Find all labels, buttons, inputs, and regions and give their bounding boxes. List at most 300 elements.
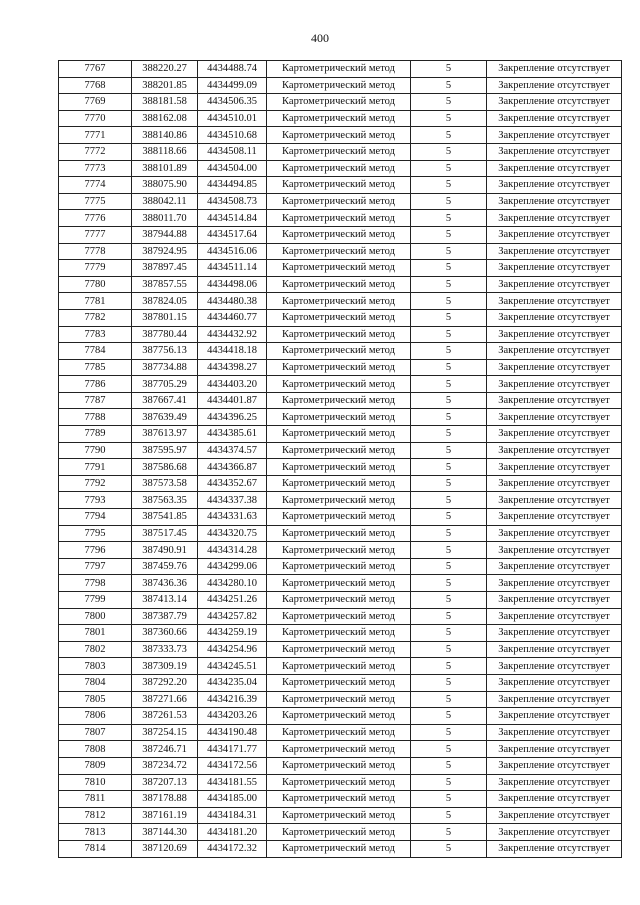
point-number-cell: 7797 <box>59 558 132 575</box>
fixation-cell: Закрепление отсутствует <box>487 791 622 808</box>
y-coordinate-cell: 4434181.55 <box>198 774 267 791</box>
point-number-cell: 7782 <box>59 309 132 326</box>
table-row <box>59 475 622 492</box>
table-row <box>59 791 622 808</box>
y-coordinate-cell: 4434506.35 <box>198 94 267 111</box>
table-row <box>59 840 622 857</box>
fixation-cell: Закрепление отсутствует <box>487 824 622 841</box>
x-coordinate-cell: 387387.79 <box>132 608 198 625</box>
accuracy-cell: 5 <box>411 442 487 459</box>
table-row <box>59 658 622 675</box>
y-coordinate-cell: 4434331.63 <box>198 509 267 526</box>
accuracy-cell: 5 <box>411 276 487 293</box>
accuracy-cell: 5 <box>411 558 487 575</box>
fixation-cell: Закрепление отсутствует <box>487 127 622 144</box>
accuracy-cell: 5 <box>411 757 487 774</box>
method-cell: Картометрический метод <box>267 94 411 111</box>
point-number-cell: 7772 <box>59 143 132 160</box>
point-number-cell: 7767 <box>59 61 132 78</box>
method-cell: Картометрический метод <box>267 625 411 642</box>
x-coordinate-cell: 387333.73 <box>132 641 198 658</box>
table-row <box>59 309 622 326</box>
fixation-cell: Закрепление отсутствует <box>487 160 622 177</box>
table-row <box>59 77 622 94</box>
x-coordinate-cell: 388118.66 <box>132 143 198 160</box>
method-cell: Картометрический метод <box>267 475 411 492</box>
fixation-cell: Закрепление отсутствует <box>487 409 622 426</box>
y-coordinate-cell: 4434352.67 <box>198 475 267 492</box>
point-number-cell: 7809 <box>59 757 132 774</box>
fixation-cell: Закрепление отсутствует <box>487 525 622 542</box>
accuracy-cell: 5 <box>411 459 487 476</box>
fixation-cell: Закрепление отсутствует <box>487 608 622 625</box>
fixation-cell: Закрепление отсутствует <box>487 193 622 210</box>
fixation-cell: Закрепление отсутствует <box>487 143 622 160</box>
table-row <box>59 558 622 575</box>
x-coordinate-cell: 387573.58 <box>132 475 198 492</box>
accuracy-cell: 5 <box>411 343 487 360</box>
y-coordinate-cell: 4434171.77 <box>198 741 267 758</box>
point-number-cell: 7768 <box>59 77 132 94</box>
y-coordinate-cell: 4434510.68 <box>198 127 267 144</box>
point-number-cell: 7776 <box>59 210 132 227</box>
fixation-cell: Закрепление отсутствует <box>487 691 622 708</box>
table-row <box>59 376 622 393</box>
accuracy-cell: 5 <box>411 94 487 111</box>
fixation-cell: Закрепление отсутствует <box>487 442 622 459</box>
page-number: 400 <box>311 31 329 45</box>
y-coordinate-cell: 4434510.01 <box>198 110 267 127</box>
method-cell: Картометрический метод <box>267 193 411 210</box>
y-coordinate-cell: 4434337.38 <box>198 492 267 509</box>
table-body <box>59 61 622 858</box>
point-number-cell: 7806 <box>59 708 132 725</box>
point-number-cell: 7793 <box>59 492 132 509</box>
fixation-cell: Закрепление отсутствует <box>487 177 622 194</box>
accuracy-cell: 5 <box>411 525 487 542</box>
table-row <box>59 807 622 824</box>
table-row <box>59 724 622 741</box>
point-number-cell: 7771 <box>59 127 132 144</box>
accuracy-cell: 5 <box>411 791 487 808</box>
y-coordinate-cell: 4434259.19 <box>198 625 267 642</box>
method-cell: Картометрический метод <box>267 840 411 857</box>
table-row <box>59 61 622 78</box>
point-number-cell: 7791 <box>59 459 132 476</box>
fixation-cell: Закрепление отсутствует <box>487 592 622 609</box>
y-coordinate-cell: 4434514.84 <box>198 210 267 227</box>
x-coordinate-cell: 387360.66 <box>132 625 198 642</box>
fixation-cell: Закрепление отсутствует <box>487 309 622 326</box>
accuracy-cell: 5 <box>411 807 487 824</box>
fixation-cell: Закрепление отсутствует <box>487 359 622 376</box>
x-coordinate-cell: 387944.88 <box>132 226 198 243</box>
point-number-cell: 7780 <box>59 276 132 293</box>
y-coordinate-cell: 4434374.57 <box>198 442 267 459</box>
accuracy-cell: 5 <box>411 143 487 160</box>
y-coordinate-cell: 4434460.77 <box>198 309 267 326</box>
fixation-cell: Закрепление отсутствует <box>487 243 622 260</box>
y-coordinate-cell: 4434396.25 <box>198 409 267 426</box>
y-coordinate-cell: 4434517.64 <box>198 226 267 243</box>
table-row <box>59 177 622 194</box>
y-coordinate-cell: 4434184.31 <box>198 807 267 824</box>
method-cell: Картометрический метод <box>267 77 411 94</box>
x-coordinate-cell: 388181.58 <box>132 94 198 111</box>
table-row <box>59 326 622 343</box>
x-coordinate-cell: 388201.85 <box>132 77 198 94</box>
table-row <box>59 260 622 277</box>
y-coordinate-cell: 4434314.28 <box>198 542 267 559</box>
table-row <box>59 757 622 774</box>
fixation-cell: Закрепление отсутствует <box>487 392 622 409</box>
y-coordinate-cell: 4434432.92 <box>198 326 267 343</box>
x-coordinate-cell: 387234.72 <box>132 757 198 774</box>
accuracy-cell: 5 <box>411 724 487 741</box>
accuracy-cell: 5 <box>411 641 487 658</box>
point-number-cell: 7779 <box>59 260 132 277</box>
y-coordinate-cell: 4434251.26 <box>198 592 267 609</box>
accuracy-cell: 5 <box>411 326 487 343</box>
method-cell: Картометрический метод <box>267 724 411 741</box>
y-coordinate-cell: 4434508.73 <box>198 193 267 210</box>
accuracy-cell: 5 <box>411 127 487 144</box>
point-number-cell: 7812 <box>59 807 132 824</box>
point-number-cell: 7788 <box>59 409 132 426</box>
fixation-cell: Закрепление отсутствует <box>487 658 622 675</box>
method-cell: Картометрический метод <box>267 226 411 243</box>
fixation-cell: Закрепление отсутствует <box>487 475 622 492</box>
y-coordinate-cell: 4434299.06 <box>198 558 267 575</box>
y-coordinate-cell: 4434254.96 <box>198 641 267 658</box>
method-cell: Картометрический метод <box>267 791 411 808</box>
accuracy-cell: 5 <box>411 509 487 526</box>
accuracy-cell: 5 <box>411 575 487 592</box>
y-coordinate-cell: 4434403.20 <box>198 376 267 393</box>
accuracy-cell: 5 <box>411 110 487 127</box>
fixation-cell: Закрепление отсутствует <box>487 558 622 575</box>
fixation-cell: Закрепление отсутствует <box>487 807 622 824</box>
accuracy-cell: 5 <box>411 824 487 841</box>
x-coordinate-cell: 388140.86 <box>132 127 198 144</box>
table-row <box>59 226 622 243</box>
method-cell: Картометрический метод <box>267 143 411 160</box>
x-coordinate-cell: 387756.13 <box>132 343 198 360</box>
x-coordinate-cell: 387120.69 <box>132 840 198 857</box>
table-row <box>59 343 622 360</box>
y-coordinate-cell: 4434257.82 <box>198 608 267 625</box>
x-coordinate-cell: 387824.05 <box>132 293 198 310</box>
point-number-cell: 7803 <box>59 658 132 675</box>
method-cell: Картометрический метод <box>267 392 411 409</box>
method-cell: Картометрический метод <box>267 459 411 476</box>
method-cell: Картометрический метод <box>267 426 411 443</box>
table-row <box>59 708 622 725</box>
point-number-cell: 7777 <box>59 226 132 243</box>
table-row <box>59 160 622 177</box>
method-cell: Картометрический метод <box>267 309 411 326</box>
point-number-cell: 7805 <box>59 691 132 708</box>
x-coordinate-cell: 387292.20 <box>132 674 198 691</box>
fixation-cell: Закрепление отсутствует <box>487 260 622 277</box>
fixation-cell: Закрепление отсутствует <box>487 376 622 393</box>
point-number-cell: 7801 <box>59 625 132 642</box>
method-cell: Картометрический метод <box>267 691 411 708</box>
x-coordinate-cell: 387541.85 <box>132 509 198 526</box>
fixation-cell: Закрепление отсутствует <box>487 575 622 592</box>
x-coordinate-cell: 387161.19 <box>132 807 198 824</box>
point-number-cell: 7794 <box>59 509 132 526</box>
method-cell: Картометрический метод <box>267 276 411 293</box>
method-cell: Картометрический метод <box>267 210 411 227</box>
x-coordinate-cell: 387271.66 <box>132 691 198 708</box>
x-coordinate-cell: 387639.49 <box>132 409 198 426</box>
table-row <box>59 525 622 542</box>
table-row <box>59 509 622 526</box>
table-row <box>59 243 622 260</box>
y-coordinate-cell: 4434504.00 <box>198 160 267 177</box>
accuracy-cell: 5 <box>411 177 487 194</box>
method-cell: Картометрический метод <box>267 542 411 559</box>
table-row <box>59 459 622 476</box>
table-row <box>59 674 622 691</box>
fixation-cell: Закрепление отсутствует <box>487 492 622 509</box>
table-row <box>59 276 622 293</box>
table-row <box>59 625 622 642</box>
method-cell: Картометрический метод <box>267 442 411 459</box>
x-coordinate-cell: 387459.76 <box>132 558 198 575</box>
method-cell: Картометрический метод <box>267 376 411 393</box>
fixation-cell: Закрепление отсутствует <box>487 724 622 741</box>
fixation-cell: Закрепление отсутствует <box>487 840 622 857</box>
y-coordinate-cell: 4434245.51 <box>198 658 267 675</box>
table-row <box>59 143 622 160</box>
point-number-cell: 7811 <box>59 791 132 808</box>
point-number-cell: 7786 <box>59 376 132 393</box>
x-coordinate-cell: 387780.44 <box>132 326 198 343</box>
point-number-cell: 7778 <box>59 243 132 260</box>
accuracy-cell: 5 <box>411 658 487 675</box>
point-number-cell: 7804 <box>59 674 132 691</box>
y-coordinate-cell: 4434366.87 <box>198 459 267 476</box>
method-cell: Картометрический метод <box>267 774 411 791</box>
x-coordinate-cell: 387436.36 <box>132 575 198 592</box>
method-cell: Картометрический метод <box>267 293 411 310</box>
accuracy-cell: 5 <box>411 426 487 443</box>
table-row <box>59 592 622 609</box>
y-coordinate-cell: 4434172.56 <box>198 757 267 774</box>
y-coordinate-cell: 4434511.14 <box>198 260 267 277</box>
x-coordinate-cell: 387563.35 <box>132 492 198 509</box>
method-cell: Картометрический метод <box>267 741 411 758</box>
point-number-cell: 7784 <box>59 343 132 360</box>
method-cell: Картометрический метод <box>267 641 411 658</box>
point-number-cell: 7792 <box>59 475 132 492</box>
table-row <box>59 210 622 227</box>
table-row <box>59 691 622 708</box>
point-number-cell: 7785 <box>59 359 132 376</box>
method-cell: Картометрический метод <box>267 326 411 343</box>
y-coordinate-cell: 4434499.09 <box>198 77 267 94</box>
y-coordinate-cell: 4434320.75 <box>198 525 267 542</box>
point-number-cell: 7769 <box>59 94 132 111</box>
y-coordinate-cell: 4434280.10 <box>198 575 267 592</box>
fixation-cell: Закрепление отсутствует <box>487 708 622 725</box>
accuracy-cell: 5 <box>411 625 487 642</box>
x-coordinate-cell: 387517.45 <box>132 525 198 542</box>
fixation-cell: Закрепление отсутствует <box>487 94 622 111</box>
table-row <box>59 608 622 625</box>
table-row <box>59 542 622 559</box>
table-row <box>59 94 622 111</box>
y-coordinate-cell: 4434498.06 <box>198 276 267 293</box>
accuracy-cell: 5 <box>411 260 487 277</box>
fixation-cell: Закрепление отсутствует <box>487 326 622 343</box>
y-coordinate-cell: 4434401.87 <box>198 392 267 409</box>
point-number-cell: 7789 <box>59 426 132 443</box>
x-coordinate-cell: 387246.71 <box>132 741 198 758</box>
x-coordinate-cell: 387734.88 <box>132 359 198 376</box>
method-cell: Картометрический метод <box>267 343 411 360</box>
method-cell: Картометрический метод <box>267 558 411 575</box>
method-cell: Картометрический метод <box>267 708 411 725</box>
point-number-cell: 7813 <box>59 824 132 841</box>
point-number-cell: 7774 <box>59 177 132 194</box>
table-row <box>59 426 622 443</box>
accuracy-cell: 5 <box>411 210 487 227</box>
fixation-cell: Закрепление отсутствует <box>487 77 622 94</box>
x-coordinate-cell: 387309.19 <box>132 658 198 675</box>
point-number-cell: 7808 <box>59 741 132 758</box>
point-number-cell: 7787 <box>59 392 132 409</box>
x-coordinate-cell: 387897.45 <box>132 260 198 277</box>
method-cell: Картометрический метод <box>267 658 411 675</box>
method-cell: Картометрический метод <box>267 592 411 609</box>
fixation-cell: Закрепление отсутствует <box>487 110 622 127</box>
accuracy-cell: 5 <box>411 409 487 426</box>
fixation-cell: Закрепление отсутствует <box>487 210 622 227</box>
y-coordinate-cell: 4434385.61 <box>198 426 267 443</box>
x-coordinate-cell: 387144.30 <box>132 824 198 841</box>
accuracy-cell: 5 <box>411 193 487 210</box>
method-cell: Картометрический метод <box>267 260 411 277</box>
method-cell: Картометрический метод <box>267 61 411 78</box>
y-coordinate-cell: 4434418.18 <box>198 343 267 360</box>
point-number-cell: 7773 <box>59 160 132 177</box>
y-coordinate-cell: 4434508.11 <box>198 143 267 160</box>
y-coordinate-cell: 4434216.39 <box>198 691 267 708</box>
point-number-cell: 7800 <box>59 608 132 625</box>
table-row <box>59 641 622 658</box>
point-number-cell: 7802 <box>59 641 132 658</box>
fixation-cell: Закрепление отсутствует <box>487 741 622 758</box>
coordinates-table <box>58 60 622 858</box>
accuracy-cell: 5 <box>411 592 487 609</box>
fixation-cell: Закрепление отсутствует <box>487 509 622 526</box>
method-cell: Картометрический метод <box>267 525 411 542</box>
table-row <box>59 824 622 841</box>
y-coordinate-cell: 4434398.27 <box>198 359 267 376</box>
y-coordinate-cell: 4434488.74 <box>198 61 267 78</box>
accuracy-cell: 5 <box>411 708 487 725</box>
point-number-cell: 7814 <box>59 840 132 857</box>
x-coordinate-cell: 388011.70 <box>132 210 198 227</box>
method-cell: Картометрический метод <box>267 757 411 774</box>
accuracy-cell: 5 <box>411 674 487 691</box>
method-cell: Картометрический метод <box>267 359 411 376</box>
y-coordinate-cell: 4434172.32 <box>198 840 267 857</box>
fixation-cell: Закрепление отсутствует <box>487 459 622 476</box>
y-coordinate-cell: 4434185.00 <box>198 791 267 808</box>
table-row <box>59 359 622 376</box>
fixation-cell: Закрепление отсутствует <box>487 674 622 691</box>
point-number-cell: 7770 <box>59 110 132 127</box>
table-row <box>59 492 622 509</box>
method-cell: Картометрический метод <box>267 160 411 177</box>
table-row <box>59 774 622 791</box>
accuracy-cell: 5 <box>411 243 487 260</box>
method-cell: Картометрический метод <box>267 575 411 592</box>
table-row <box>59 409 622 426</box>
accuracy-cell: 5 <box>411 309 487 326</box>
x-coordinate-cell: 387613.97 <box>132 426 198 443</box>
accuracy-cell: 5 <box>411 774 487 791</box>
point-number-cell: 7775 <box>59 193 132 210</box>
x-coordinate-cell: 388075.90 <box>132 177 198 194</box>
accuracy-cell: 5 <box>411 376 487 393</box>
fixation-cell: Закрепление отсутствует <box>487 276 622 293</box>
fixation-cell: Закрепление отсутствует <box>487 757 622 774</box>
method-cell: Картометрический метод <box>267 127 411 144</box>
x-coordinate-cell: 387667.41 <box>132 392 198 409</box>
y-coordinate-cell: 4434516.06 <box>198 243 267 260</box>
table-row <box>59 575 622 592</box>
fixation-cell: Закрепление отсутствует <box>487 61 622 78</box>
table-row <box>59 193 622 210</box>
method-cell: Картометрический метод <box>267 492 411 509</box>
point-number-cell: 7798 <box>59 575 132 592</box>
point-number-cell: 7790 <box>59 442 132 459</box>
accuracy-cell: 5 <box>411 691 487 708</box>
point-number-cell: 7783 <box>59 326 132 343</box>
accuracy-cell: 5 <box>411 392 487 409</box>
x-coordinate-cell: 387207.13 <box>132 774 198 791</box>
accuracy-cell: 5 <box>411 61 487 78</box>
x-coordinate-cell: 387595.97 <box>132 442 198 459</box>
point-number-cell: 7807 <box>59 724 132 741</box>
x-coordinate-cell: 388220.27 <box>132 61 198 78</box>
y-coordinate-cell: 4434480.38 <box>198 293 267 310</box>
method-cell: Картометрический метод <box>267 807 411 824</box>
table-row <box>59 392 622 409</box>
accuracy-cell: 5 <box>411 160 487 177</box>
accuracy-cell: 5 <box>411 226 487 243</box>
fixation-cell: Закрепление отсутствует <box>487 226 622 243</box>
fixation-cell: Закрепление отсутствует <box>487 343 622 360</box>
x-coordinate-cell: 387490.91 <box>132 542 198 559</box>
x-coordinate-cell: 388101.89 <box>132 160 198 177</box>
accuracy-cell: 5 <box>411 542 487 559</box>
fixation-cell: Закрепление отсутствует <box>487 774 622 791</box>
accuracy-cell: 5 <box>411 492 487 509</box>
fixation-cell: Закрепление отсутствует <box>487 542 622 559</box>
x-coordinate-cell: 387857.55 <box>132 276 198 293</box>
point-number-cell: 7795 <box>59 525 132 542</box>
accuracy-cell: 5 <box>411 475 487 492</box>
y-coordinate-cell: 4434190.48 <box>198 724 267 741</box>
accuracy-cell: 5 <box>411 359 487 376</box>
x-coordinate-cell: 388042.11 <box>132 193 198 210</box>
